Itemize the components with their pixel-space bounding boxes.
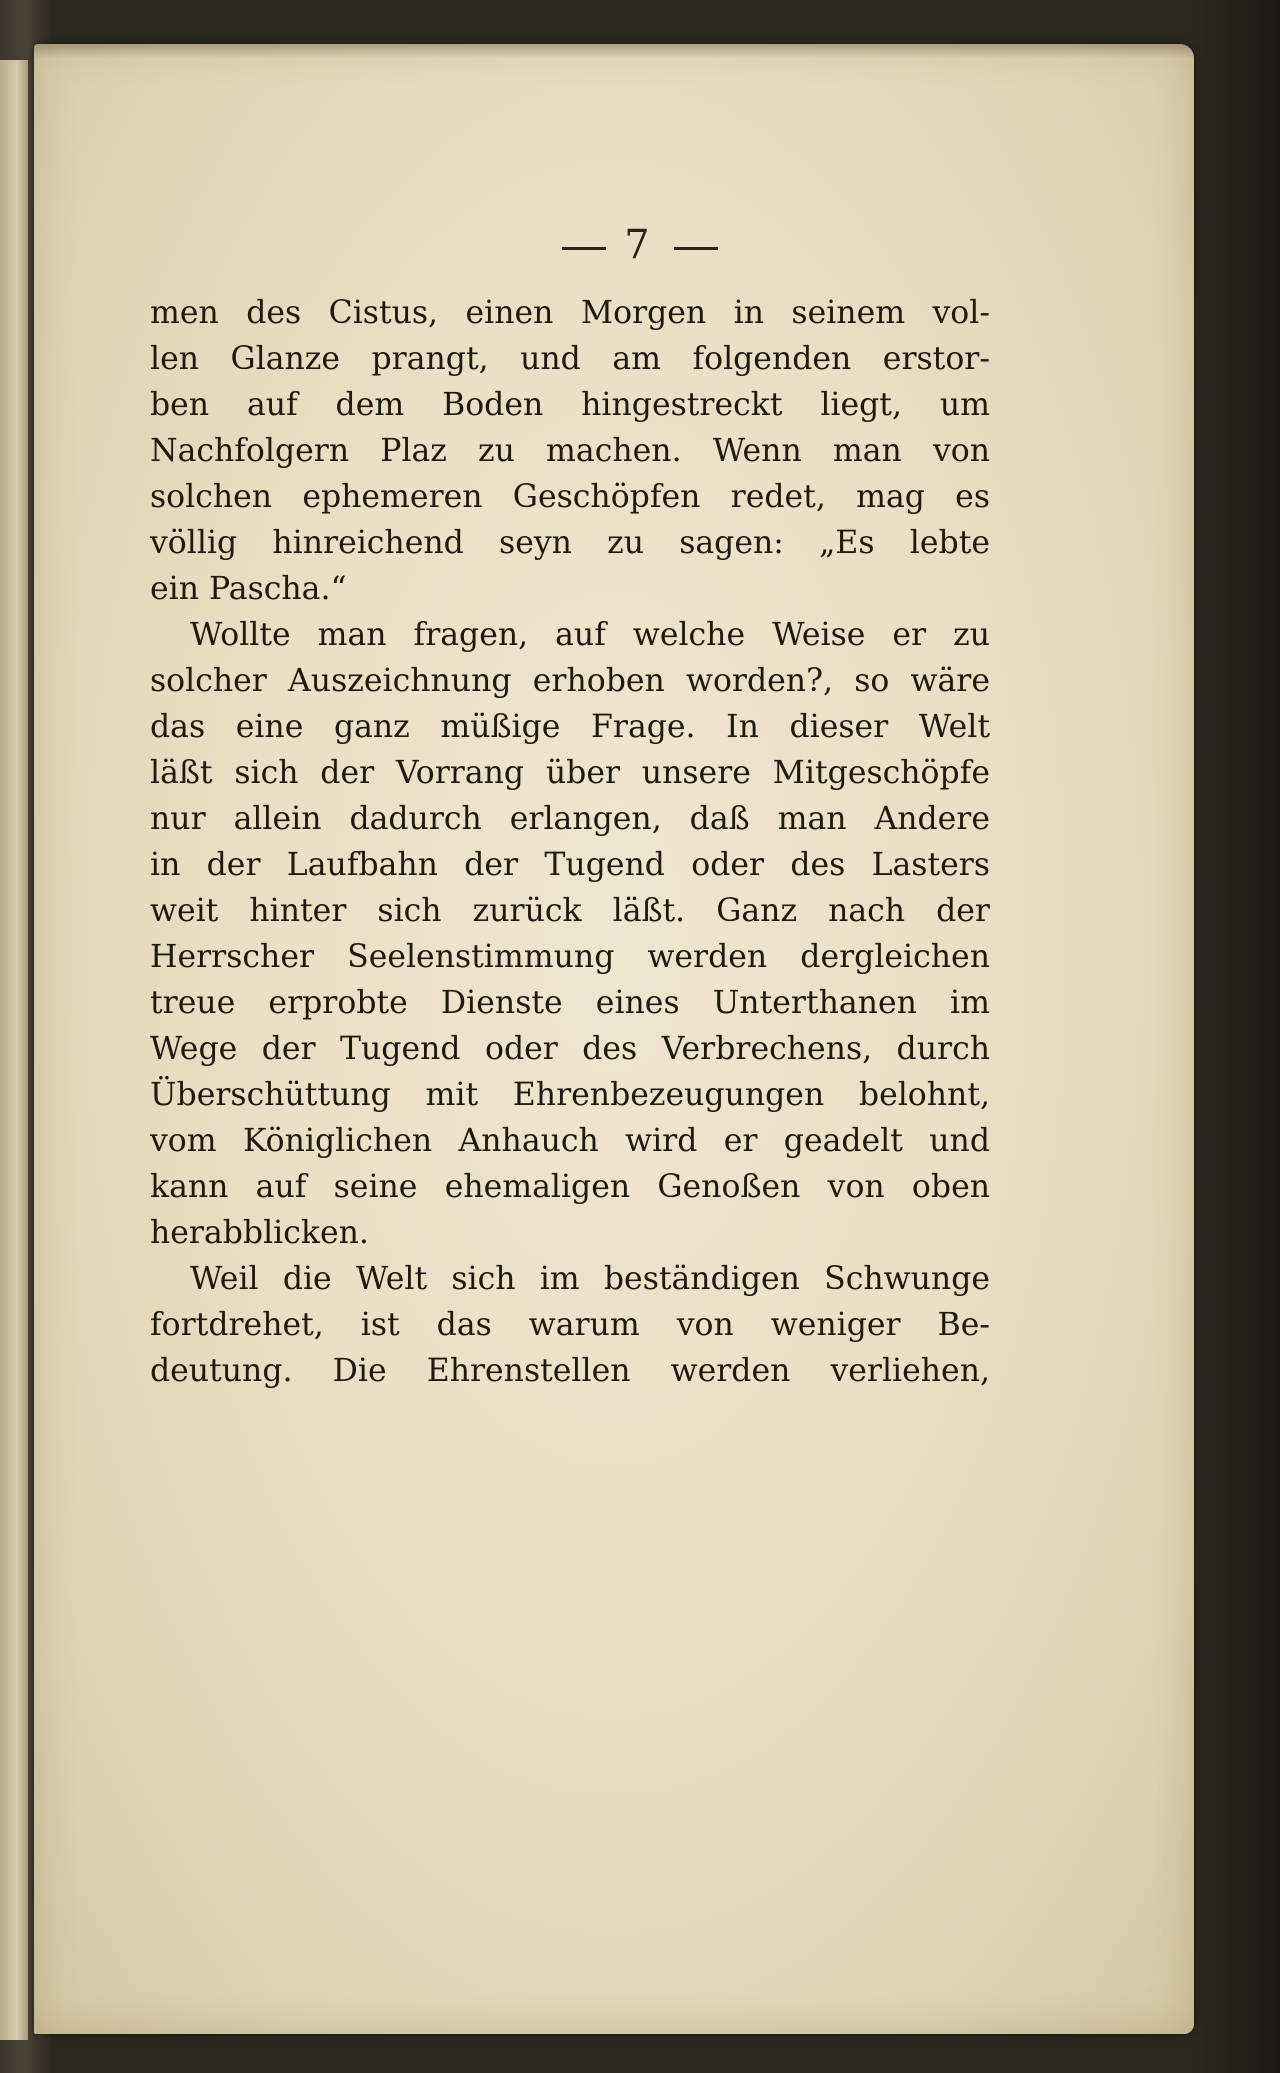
text-line: läßt sich der Vorrang über unsere Mitgeschöpfe <box>150 755 990 791</box>
page-top-shadow <box>34 44 1194 58</box>
text-line: Wege der Tugend oder des Verbrechens, durch <box>150 1031 990 1067</box>
text-line: ein Pascha.“ <box>150 571 347 607</box>
text-line: nur allein dadurch erlangen, daß man Andere <box>150 801 990 837</box>
text-line: deutung. Die Ehrenstellen werden verliehen, <box>150 1353 990 1389</box>
body-text <box>150 290 990 1394</box>
text-line: Überschüttung mit Ehrenbezeugungen belohnt, <box>150 1077 990 1113</box>
text-line: das eine ganz müßige Frage. In dieser Welt <box>150 709 990 745</box>
page-number-value: 7 <box>624 222 656 268</box>
text-line: solchen ephemeren Geschöpfen redet, mag es <box>150 479 990 515</box>
facing-page-edge <box>0 60 28 2040</box>
page-number <box>0 222 1280 268</box>
text-line: Nachfolgern Plaz zu machen. Wenn man von <box>150 433 990 469</box>
page-number-dash-left <box>562 247 606 250</box>
text-line: len Glanze prangt, und am folgenden erstor- <box>150 341 990 377</box>
text-line: treue erprobte Dienste eines Unterthanen im <box>150 985 990 1021</box>
text-line: in der Laufbahn der Tugend oder des Lasters <box>150 847 990 883</box>
text-line: men des Cistus, einen Morgen in seinem vol- <box>150 295 990 331</box>
text-line: fortdrehet, ist das warum von weniger Be- <box>150 1307 990 1343</box>
text-line: Herrscher Seelenstimmung werden dergleichen <box>150 939 990 975</box>
text-line: weit hinter sich zurück läßt. Ganz nach der <box>150 893 990 929</box>
text-line: herabblicken. <box>150 1215 369 1251</box>
text-line: solcher Auszeichnung erhoben worden?, so wäre <box>150 663 990 699</box>
text-line: kann auf seine ehemaligen Genoßen von oben <box>150 1169 990 1205</box>
text-line: völlig hinreichend seyn zu sagen: „Es lebte <box>150 525 990 561</box>
text-line: Weil die Welt sich im beständigen Schwunge <box>190 1261 990 1297</box>
page-number-dash-right <box>674 247 718 250</box>
text-line: ben auf dem Boden hingestreckt liegt, um <box>150 387 990 423</box>
text-line: vom Königlichen Anhauch wird er geadelt und <box>150 1123 990 1159</box>
text-line: Wollte man fragen, auf welche Weise er zu <box>190 617 990 653</box>
